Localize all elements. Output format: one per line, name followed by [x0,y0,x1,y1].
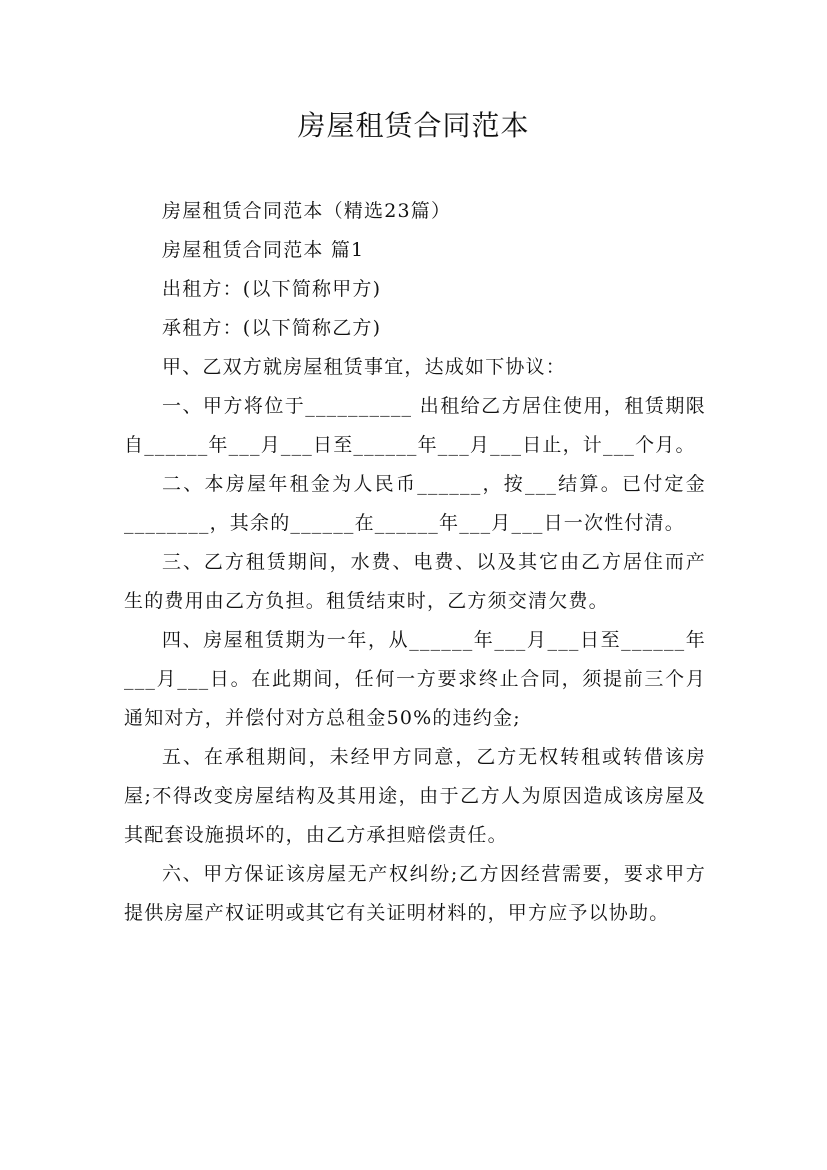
paragraph-lessee: 承租方：(以下简称乙方) [162,317,382,339]
paragraph-clause-2: 二、本房屋年租金为人民币______，按___结算。已付定金________，其余的______在______年___月___日一次性付清。 [124,473,706,534]
paragraph-clause-1: 一、甲方将位于__________ 出租给乙方居住使用，租赁期限自______年___月___日至______年___月___日止，计___个月。 [124,395,706,456]
paragraph-section-heading: 房屋租赁合同范本 篇1 [162,239,365,261]
paragraph-clause-6: 六、甲方保证该房屋无产权纠纷;乙方因经营需要，要求甲方提供房屋产权证明或其它有关证明材料的，甲方应予以协助。 [124,863,706,924]
paragraph-agreement-intro: 甲、乙双方就房屋租赁事宜，达成如下协议： [162,356,567,378]
paragraph-clause-4: 四、房屋租赁期为一年，从______年___月___日至______年___月___日。在此期间，任何一方要求终止合同，须提前三个月通知对方，并偿付对方总租金50%的违约金; [124,629,706,729]
paragraph-clause-3: 三、乙方租赁期间，水费、电费、以及其它由乙方居住而产生的费用由乙方负担。租赁结束时，乙方须交清欠费。 [124,551,706,612]
document-body [124,192,706,933]
paragraph-clause-5: 五、在承租期间，未经甲方同意，乙方无权转租或转借该房屋;不得改变房屋结构及其用途，由于乙方人为原因造成该房屋及其配套设施损坏的，由乙方承担赔偿责任。 [124,746,706,846]
paragraph-subtitle: 房屋租赁合同范本（精选23篇） [162,200,452,222]
paragraph-lessor: 出租方：(以下简称甲方) [162,278,382,300]
document-title: 房屋租赁合同范本 [297,109,530,142]
